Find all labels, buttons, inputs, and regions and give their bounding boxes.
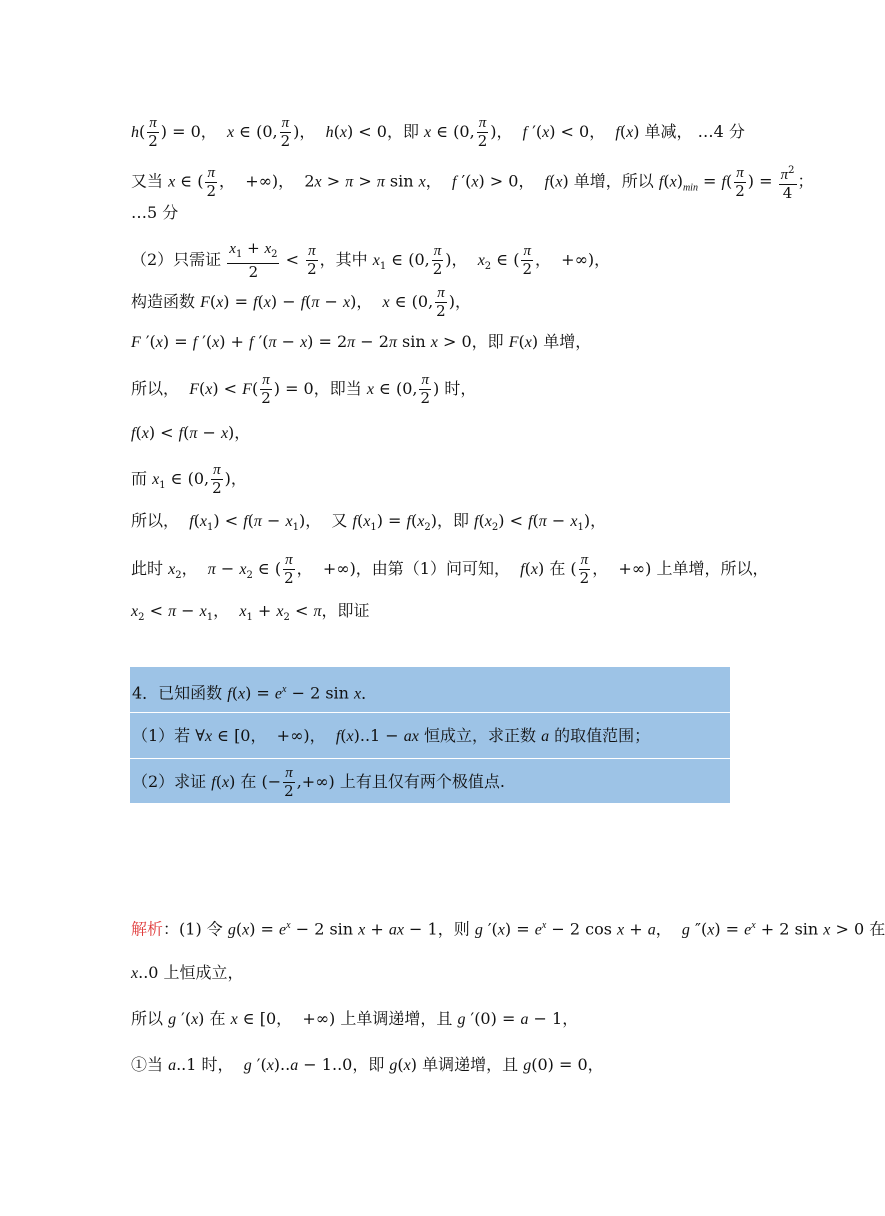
proof-line-9: 而 $x_1$ ∈ (0, $\frac{\pi}{2}$ )， <box>131 462 247 497</box>
proof-line-6: F ′(x) = f ′(x) + f ′(π − x) = 2π − 2π sin x > 0，即 F(x) 单增， <box>131 332 592 351</box>
solution-line-4: ①当 a..1 时， g ′(x)..a − 1..0，即 g(x) 单调递增，且 g(0) = 0， <box>131 1055 604 1074</box>
proof-line-5: 构造函数 F(x) = f(x) − f(π − x)， x ∈ (0, $\frac{\pi}{2}$ )， <box>131 285 471 320</box>
proof-line-12: $x_2 < \pi - x_1$， $x_1 + x_2 < \pi$，即证 <box>131 601 370 624</box>
solution-label: 解析 <box>131 919 164 939</box>
solution-line-3: 所以 g ′(x) 在 x ∈ [0， +∞) 上单调递增，且 g ′(0) = a − 1， <box>131 1009 579 1028</box>
solution-line-2: x..0 上恒成立， <box>131 963 244 982</box>
problem-part-1: （1）若 ∀x ∈ [0， +∞)， f(x)..1 − ax 恒成立，求正数 a 的取值范围； <box>130 713 730 759</box>
problem-box <box>130 667 730 803</box>
proof-line-3: …5 分 <box>131 203 179 222</box>
proof-line-1: h( $\frac{\pi}{2}$ ) = 0， x ∈ (0, $\frac{\pi}{2}$ )， h(x) < 0，即 x ∈ (0, $\frac{\pi}{2}$ )， f ′(x) < 0， f(x) 单减， …4 分 <box>131 115 745 150</box>
proof-line-8: f(x) < f(π − x)， <box>131 423 251 442</box>
proof-line-7: 所以， F(x) < F( $\frac{\pi}{2}$ ) = 0，即当 x ∈ (0, $\frac{\pi}{2}$ ) 时， <box>131 372 477 407</box>
problem-part-2: （2）求证 f(x) 在 (− $\frac{\pi}{2}$ ,+∞) 上有且仅有两个极值点. <box>132 765 505 800</box>
solution-line-1: 解析：(1) 令 $g(x) = e^x - 2$ sin x + ax − 1，则 g $'(x) = e^x - 2$ cos x + a， g $''(x) = e^x + 2$ sin x > 0 在 <box>131 919 885 939</box>
proof-line-2: 又当 x ∈ ( $\frac{\pi}{2}$ ， +∞)， 2x > π > π sin x， f ′(x) > 0， f(x) 单增，所以 $f(x)_{min} = f$( $\frac{\pi}{2}$ ) = $\frac{\pi^2}{4}$ ； <box>131 162 814 202</box>
proof-line-10: 所以， $f(x_1) < f(\pi - x_1)$， 又 $f(x_1) = f(x_2)$，即 $f(x_2) < f(\pi - x_1)$， <box>131 511 607 534</box>
proof-line-11: 此时 $x_2$， $\pi - x_2$ ∈ ( $\frac{\pi}{2}$ ， +∞)，由第（1）问可知， f(x) 在 ( $\frac{\pi}{2}$ ， +∞) 上单增，所以， <box>131 552 769 587</box>
problem-title: 4．已知函数 $f(x) = e^x - 2$ sin x． <box>130 667 730 713</box>
proof-line-4: （2）只需证 $\frac{x_1 + x_2}{2}$ < $\frac{\pi}{2}$ ，其中 $x_1$ ∈ (0, $\frac{\pi}{2}$ )， $x_2$ ∈ ( $\frac{\pi}{2}$ ， +∞)， <box>131 239 611 281</box>
